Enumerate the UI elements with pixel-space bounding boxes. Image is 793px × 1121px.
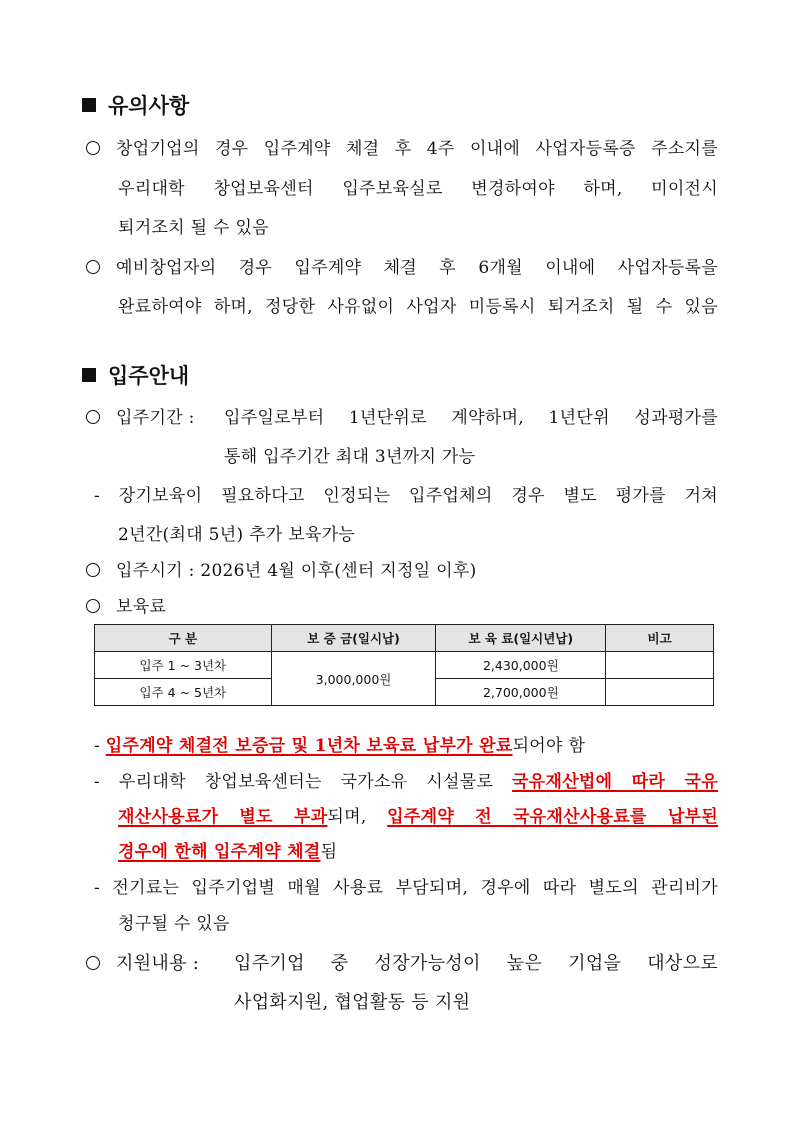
header-category: 구 분: [95, 625, 272, 652]
period-line-1: 입주일로부터 1년단위로 계약하며, 1년단위 성과평가를: [224, 408, 718, 428]
circle-bullet-icon: [86, 956, 100, 970]
notice-item-2-line-1: 예비창업자의 경우 입주계약 체결 후 6개월 이내에 사업자등록을: [86, 253, 718, 278]
header-fee: 보 육 료(일시년납): [436, 625, 606, 652]
note-3-line-1: - 전기료는 입주기업별 매월 사용료 부담되며, 경우에 따라 별도의 관리비가: [94, 878, 718, 898]
timing-line: 입주시기 : 2026년 4월 이후(센터 지정일 이후): [86, 556, 477, 581]
circle-bullet-icon: [86, 563, 100, 577]
period-label: 입주기간 :: [86, 403, 195, 428]
note-2-line-1: - 우리대학 창업보육센터는 국가소유 시설물로 국유재산법에 따라 국유: [94, 772, 718, 792]
note-2-line-2: 재산사용료가 별도 부과되며, 입주계약 전 국유재산사용료를 납부된: [118, 807, 718, 827]
notice-item-1-line-3: 퇴거조치 될 수 있음: [118, 218, 269, 238]
circle-bullet-icon: [86, 260, 100, 274]
note-3-line-2: 청구될 수 있음: [118, 914, 230, 934]
row-period: 입주 4 ~ 5년차: [95, 679, 272, 706]
notice-item-1-line-1: 창업기업의 경우 입주계약 체결 후 4주 이내에 사업자등록증 주소지를: [86, 134, 718, 159]
support-line-1: 입주기업 중 성장가능성이 높은 기업을 대상으로: [234, 953, 718, 974]
square-bullet-icon: [82, 368, 96, 382]
header-note: 비고: [606, 625, 714, 652]
note-2-emphasis-b: 재산사용료가 별도 부과: [118, 807, 328, 827]
note-2-emphasis-d: 경우에 한해 입주계약 체결: [118, 842, 321, 862]
row-note: [606, 679, 714, 706]
note-2-emphasis-c: 입주계약 전 국유재산사용료를 납부된: [387, 807, 718, 827]
circle-bullet-icon: [86, 599, 100, 613]
header-deposit: 보 증 금(일시납): [271, 625, 436, 652]
section-title: 입주안내: [108, 364, 190, 388]
note-2-emphasis-a: 국유재산법에 따라 국유: [512, 772, 718, 792]
notice-item-1-line-2: 우리대학 창업보육센터 입주보육실로 변경하여야 하며, 미이전시: [118, 179, 718, 199]
row-period: 입주 1 ~ 3년차: [95, 652, 272, 679]
period-line-2: 통해 입주기간 최대 3년까지 가능: [224, 447, 476, 467]
section-heading-notice: [82, 90, 189, 120]
note-2-line-3: 경우에 한해 입주계약 체결됨: [118, 842, 338, 862]
extension-line-2: 2년간(최대 5년) 추가 보육가능: [118, 525, 356, 545]
note-1: - 입주계약 체결전 보증금 및 1년차 보육료 납부가 완료되어야 함: [94, 736, 586, 756]
row-note: [606, 652, 714, 679]
circle-bullet-icon: [86, 141, 100, 155]
table-row: [95, 652, 714, 679]
support-line-2: 사업화지원, 협업활동 등 지원: [234, 992, 471, 1013]
note-1-emphasis: 입주계약 체결전 보증금 및 1년차 보육료 납부가 완료: [105, 736, 513, 756]
fee-label: 보육료: [86, 592, 166, 617]
row-fee: 2,700,000원: [436, 679, 606, 706]
extension-line-1: - 장기보육이 필요하다고 인정되는 입주업체의 경우 별도 평가를 거쳐: [94, 486, 718, 506]
section-title: 유의사항: [108, 94, 190, 118]
table-header-row: [95, 625, 714, 652]
notice-item-2-line-2: 완료하여야 하며, 정당한 사유없이 사업자 미등록시 퇴거조치 될 수 있음: [118, 297, 718, 317]
deposit-cell: 3,000,000원: [271, 652, 436, 706]
fee-table: [94, 624, 714, 706]
circle-bullet-icon: [86, 410, 100, 424]
square-bullet-icon: [82, 98, 96, 112]
row-fee: 2,430,000원: [436, 652, 606, 679]
support-label: 지원내용 :: [86, 949, 199, 975]
section-heading-guide: [82, 360, 189, 390]
